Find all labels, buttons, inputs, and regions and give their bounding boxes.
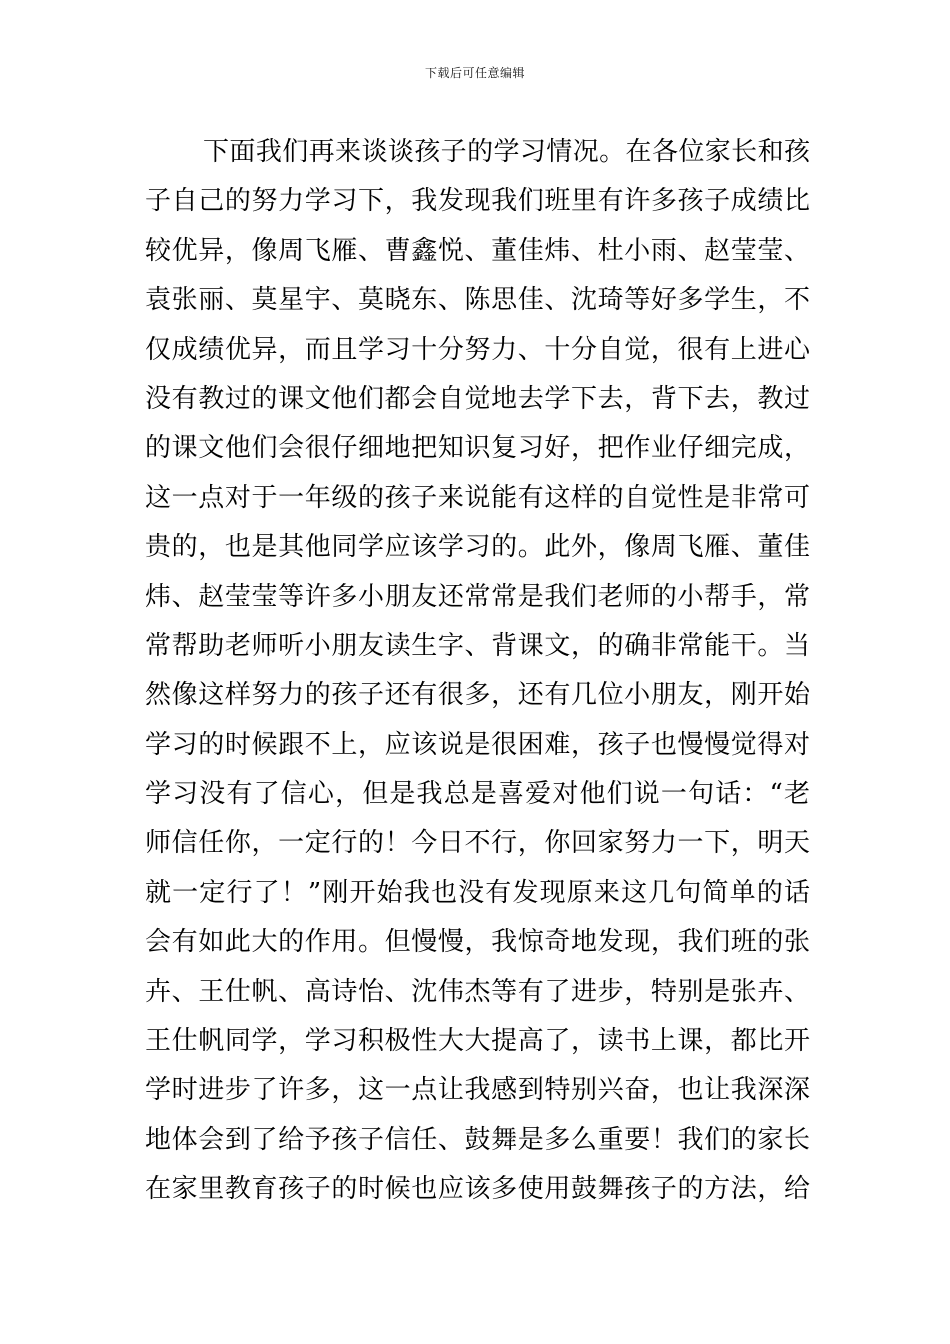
paragraph-line: 在家里教育孩子的时候也应该多使用鼓舞孩子的方法，给 <box>145 1174 810 1205</box>
paragraph-line: 会有如此大的作用。但慢慢，我惊奇地发现，我们班的张 <box>145 927 810 958</box>
paragraph-line: 地体会到了给予孩子信任、鼓舞是多么重要！我们的家长 <box>145 1124 810 1155</box>
paragraph-line: 较优异，像周飞雁、曹鑫悦、董佳炜、杜小雨、赵莹莹、 <box>145 235 810 266</box>
paragraph-line: 卉、王仕帆、高诗怡、沈伟杰等有了进步，特别是张卉、 <box>145 976 810 1007</box>
paragraph-line: 师信任你，一定行的！今日不行，你回家努力一下，明天 <box>145 828 810 859</box>
paragraph-line: 下面我们再来谈谈孩子的学习情况。在各位家长和孩 <box>203 137 810 167</box>
paragraph-line: 这一点对于一年级的孩子来说能有这样的自觉性是非常可 <box>145 482 810 513</box>
paragraph-line: 学习没有了信心，但是我总是喜爱对他们说一句话：“老 <box>145 779 810 810</box>
paragraph-line: 就一定行了！”刚开始我也没有发现原来这几句简单的话 <box>145 877 810 908</box>
paragraph-line: 学习的时候跟不上，应该说是很困难，孩子也慢慢觉得对 <box>145 729 810 760</box>
paragraph-line: 王仕帆同学，学习积极性大大提高了，读书上课，都比开 <box>145 1026 810 1057</box>
paragraph-line: 常帮助老师听小朋友读生字、背课文，的确非常能干。当 <box>145 630 810 661</box>
paragraph-line: 袁张丽、莫星宇、莫晓东、陈思佳、沈琦等好多学生，不 <box>145 285 810 316</box>
paragraph-line: 子自己的努力学习下，我发现我们班里有许多孩子成绩比 <box>145 186 810 217</box>
paragraph-line: 炜、赵莹莹等许多小朋友还常常是我们老师的小帮手，常 <box>145 581 810 612</box>
paragraph-line: 贵的，也是其他同学应该学习的。此外，像周飞雁、董佳 <box>145 532 810 563</box>
body-paragraph <box>145 128 810 1215</box>
paragraph-line: 的课文他们会很仔细地把知识复习好，把作业仔细完成， <box>145 433 810 464</box>
paragraph-line: 仅成绩优异，而且学习十分努力、十分自觉，很有上进心 <box>145 334 810 365</box>
paragraph-line: 没有教过的课文他们都会自觉地去学下去，背下去，教过 <box>145 383 810 414</box>
header-note: 下载后可任意编辑 <box>424 66 525 80</box>
paragraph-line: 学时进步了许多，这一点让我感到特别兴奋，也让我深深 <box>145 1075 810 1106</box>
paragraph-line: 然像这样努力的孩子还有很多，还有几位小朋友，刚开始 <box>145 680 810 711</box>
